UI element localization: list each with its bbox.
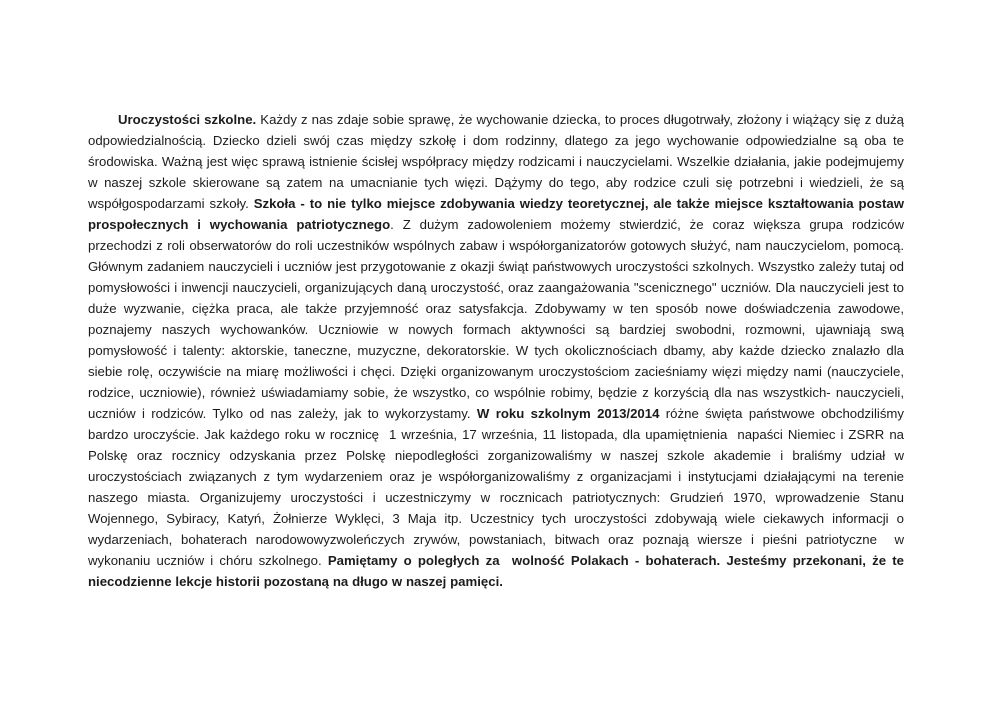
text-run-bold: Pamiętamy o poległych za wolność Polakach - bohaterach. Jesteśmy przekonani, że te niecodzienne lekcje historii pozostaną na długo w naszej pamięci. (88, 553, 908, 589)
paragraph-uroczystosci-szkolne (88, 109, 908, 592)
text-run-bold: Szkoła - to nie tylko miejsce zdobywania wiedzy teoretycznej, ale także miejsce kształtowania postaw prospołecznych i wychowania patriotycznego (88, 196, 908, 232)
text-run: różne święta państwowe obchodziliśmy bardzo uroczyście. Jak każdego roku w rocznicę 1 września, 17 września, 11 listopada, dla upamiętnienia napaści Niemiec i ZSRR na Polskę oraz rocznicy odzyskania przez Polskę niepodległości zorganizowaliśmy w naszej szkole akademie i braliśmy udział w uroczystościach związanych z tym wydarzeniem oraz je współorganizowaliśmy z organizacjami i instytucjami działającymi na terenie naszego miasta. Organizujemy uroczystości i uczestniczymy w rocznicach patriotycznych: Grudzień 1970, wprowadzenie Stanu Wojennego, Sybiracy, Katyń, Żołnierze Wyklęci, 3 Maja itp. Uczestnicy tych uroczystości zdobywają wiele ciekawych informacji o wydarzeniach, bohaterach narodowowyzwoleńczych zrywów, powstaniach, bitwach oraz poznają wiersze i pieśni patriotyczne w wykonaniu uczniów i chóru szkolnego. (88, 406, 908, 568)
document-page (88, 109, 908, 592)
text-run-bold: W roku szkolnym 2013/2014 (476, 406, 660, 421)
text-run: . Z dużym zadowoleniem możemy stwierdzić, że coraz większa grupa rodziców przechodzi z roli obserwatorów do roli uczestników wspólnych zabaw i współorganizatorów gotowych służyć, nam nauczycielom, pomocą. Głównym zadaniem nauczycieli i uczniów jest przygotowanie z okazji świąt państwowych uroczystości szkolnych. Wszystko zależy tutaj od pomysłowości i inwencji nauczycieli, organizujących daną uroczystość, oraz zaangażowania "scenicznego" uczniów. Dla nauczycieli jest to duże wyzwanie, ciężka praca, ale także przyjemność oraz satysfakcja. Zdobywamy w ten sposób nowe doświadczenia zawodowe, poznajemy naszych wychowanków. Uczniowie w nowych formach aktywności są bardziej swobodni, rozmowni, ujawniają swą pomysłowość i talenty: aktorskie, taneczne, muzyczne, dekoratorskie. W tych okolicznościach dbamy, aby każde dziecko znalazło dla siebie rolę, oczywiście na miarę możliwości i chęci. Dzięki organizowanym uroczystościom zacieśniamy więzi między nami (nauczyciele, rodzice, uczniowie), również uświadamiamy sobie, że wszystko, co wspólnie robimy, będzie z korzyścią dla nas wszystkich- nauczycieli, uczniów i rodziców. Tylko od nas zależy, jak to wykorzystamy. (88, 217, 908, 421)
text-run: Każdy z nas zdaje sobie sprawę, że wychowanie dziecka, to proces długotrwały, złożony i wiążący się z dużą odpowiedzialnością. Dziecko dzieli swój czas między szkołę i dom rodzinny, dlatego za jego wychowanie odpowiedzialne są oba te środowiska. Ważną jest więc sprawą istnienie ścisłej współpracy między rodzicami i nauczycielami. Wszelkie działania, jakie podejmujemy w naszej szkole skierowane są zatem na umacnianie tych więzi. Dążymy do tego, aby rodzice czuli się potrzebni i wiedzieli, że są współgospodarzami szkoły. (88, 112, 908, 211)
text-run-heading: Uroczystości szkolne. (118, 112, 261, 127)
